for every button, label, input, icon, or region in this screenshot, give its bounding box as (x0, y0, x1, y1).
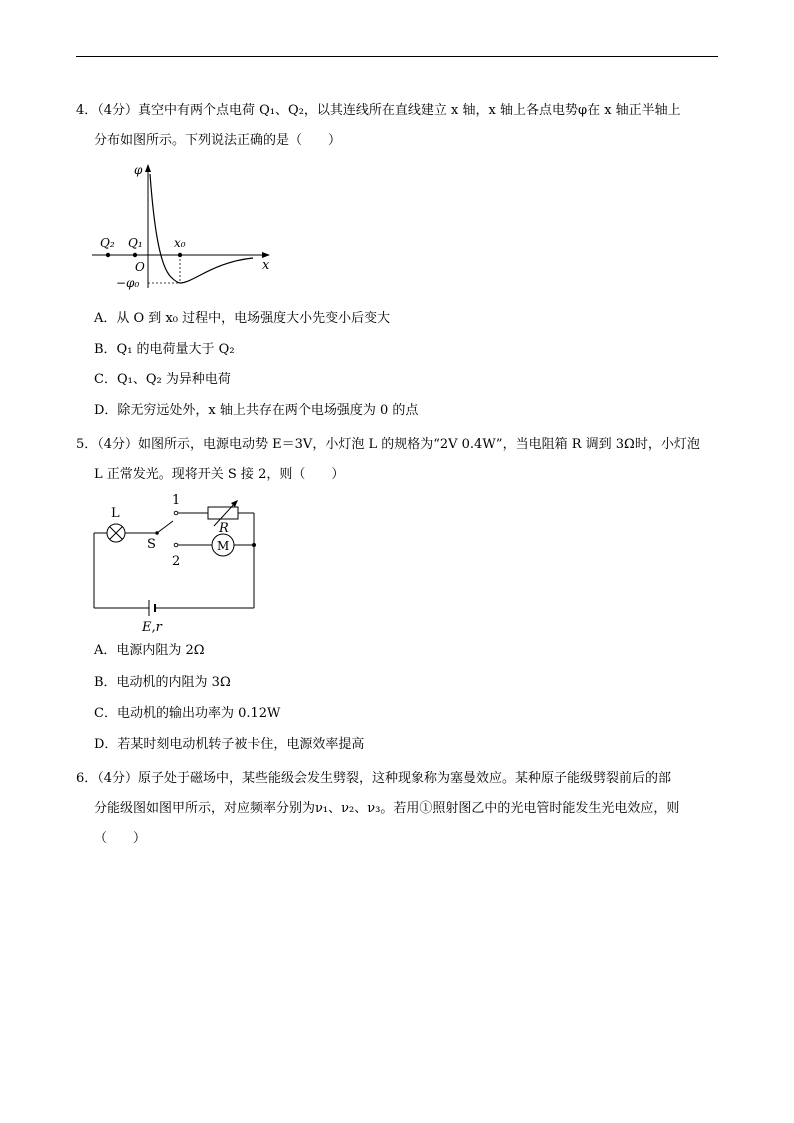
motor-label: M (217, 539, 230, 553)
question-5-line-2: L 正常发光。现将开关 S 接 2，则（ ） (94, 467, 345, 482)
pos2-label: 2 (172, 554, 181, 569)
q5-option-b[interactable]: B．电动机的内阻为 3Ω (94, 675, 231, 690)
q1-dot (133, 253, 137, 257)
question-6-line-2: 分能级图如图甲所示，对应频率分别为ν₁、ν₂、ν₃。若用①照射图乙中的光电管时能发生光电效应，则 (94, 801, 680, 816)
switch-blade (157, 521, 173, 533)
question-6-line-1: 6．（4分）原子处于磁场中，某些能级会发生劈裂，这种现象称为塞曼效应。某种原子能级劈裂前后的部 (76, 771, 672, 786)
switch-label: S (147, 537, 156, 552)
question-4-line-1: 4．（4分）真空中有两个点电荷 Q₁、Q₂，以其连线所在直线建立 x 轴，x 轴上各点电势φ在 x 轴正半轴上 (76, 103, 681, 118)
q4-option-d[interactable]: D．除无穷远处外，x 轴上共存在两个电场强度为 0 的点 (94, 403, 419, 418)
q2-dot (106, 253, 110, 257)
q4-option-b[interactable]: B．Q₁ 的电荷量大于 Q₂ (94, 342, 235, 357)
q4-option-c[interactable]: C．Q₁、Q₂ 为异种电荷 (94, 372, 231, 387)
phi-axis-arrow (145, 164, 151, 172)
question-5-line-1: 5．（4分）如图所示，电源电动势 E＝3V，小灯泡 L 的规格为“2V 0.4W”，当电阻箱 R 调到 3Ω时，小灯泡 (76, 437, 700, 452)
junction-dot (252, 543, 256, 547)
resistor-box (208, 507, 238, 519)
q4-option-a[interactable]: A．从 O 到 x₀ 过程中，电场强度大小先变小后变大 (94, 311, 391, 326)
potential-curve (150, 174, 253, 283)
question-4-stem (76, 96, 721, 156)
question-6-line-3: （ ） (94, 831, 147, 846)
phi-label: φ (134, 163, 143, 177)
header-rule (76, 56, 718, 57)
contact-2 (174, 543, 178, 547)
potential-graph (88, 158, 278, 293)
circuit-diagram (86, 490, 266, 635)
q2-label: Q₂ (100, 236, 115, 250)
question-6-stem (76, 764, 721, 854)
question-4-line-2: 分布如图所示。下列说法正确的是（ ） (94, 133, 342, 148)
q5-option-a[interactable]: A．电源内阻为 2Ω (94, 643, 205, 658)
lamp-label: L (111, 506, 120, 521)
q5-option-c[interactable]: C．电动机的输出功率为 0.12W (94, 706, 281, 721)
question-5-stem (76, 430, 721, 490)
battery-label: E,r (142, 620, 162, 635)
origin-label: O (135, 260, 145, 274)
x0-dot (178, 253, 182, 257)
neg-phi0-label: −φ₀ (116, 276, 140, 290)
q1-label: Q₁ (128, 236, 143, 250)
x-label: x (262, 258, 270, 273)
x0-label: x₀ (174, 236, 186, 250)
q5-option-d[interactable]: D．若某时刻电动机转子被卡住，电源效率提高 (94, 737, 365, 752)
contact-1 (174, 511, 178, 515)
resistor-label: R (219, 521, 229, 536)
pos1-label: 1 (172, 493, 181, 508)
